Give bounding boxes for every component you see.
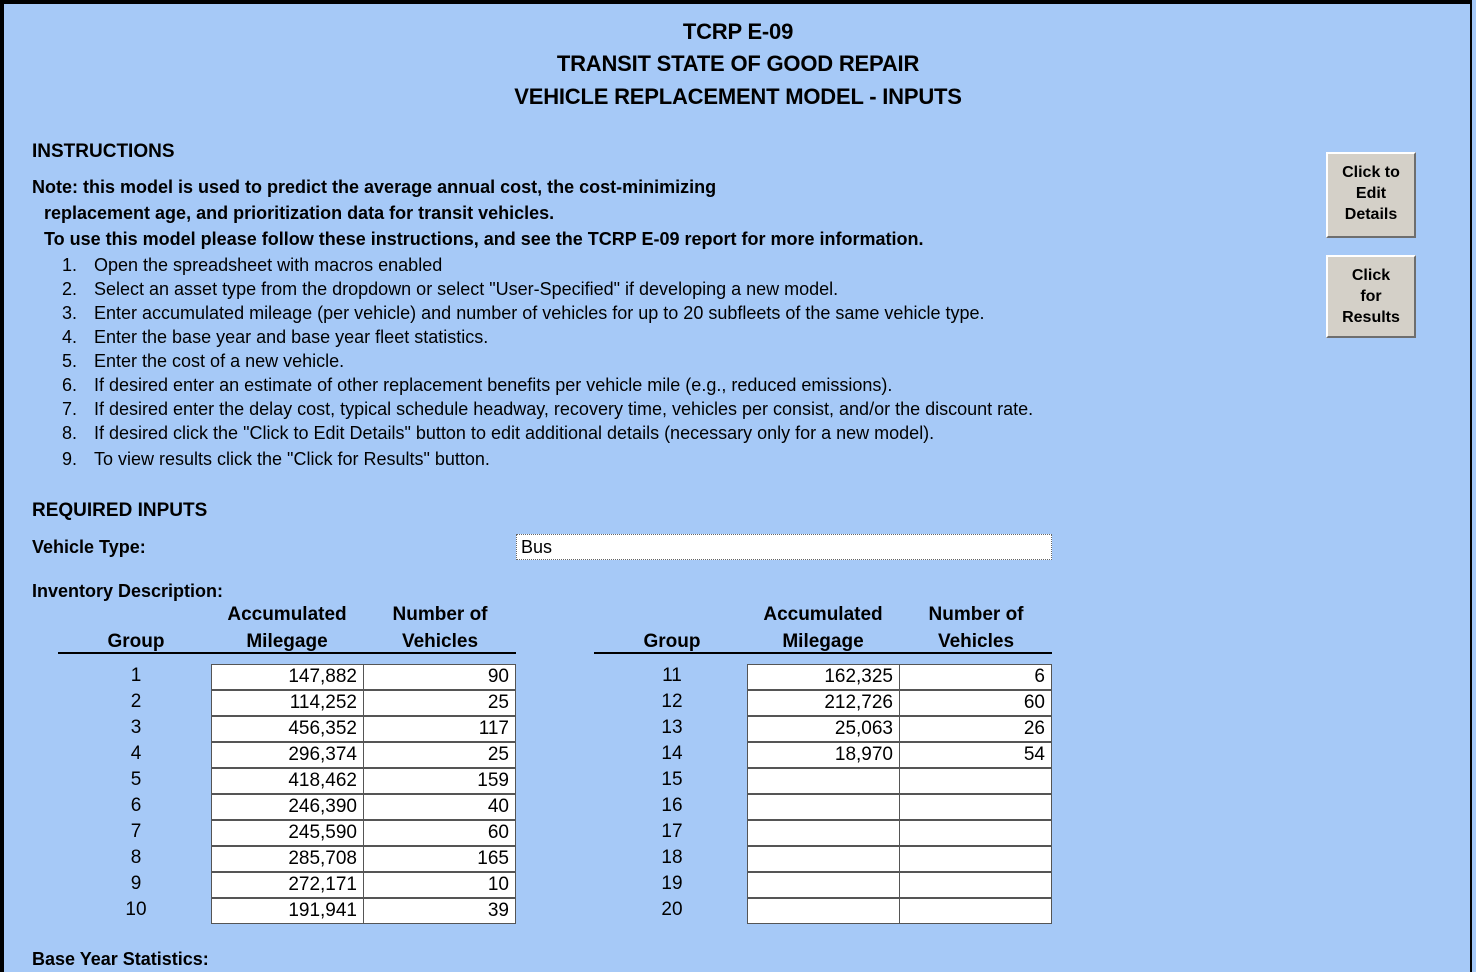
vehicles-cell[interactable] [899,846,1052,872]
mileage-cell[interactable]: 246,390 [211,794,364,820]
required-inputs-heading: REQUIRED INPUTS [32,500,208,521]
group-number: 19 [661,873,683,894]
instruction-step [62,375,892,396]
group-number: 6 [130,795,142,816]
mileage-cell[interactable]: 245,590 [211,820,364,846]
mileage-cell[interactable]: 191,941 [211,898,364,924]
vehicles-cell[interactable]: 165 [363,846,516,872]
group-number: 5 [130,769,142,790]
vehicles-cell[interactable]: 117 [363,716,516,742]
results-label-3: Results [1342,309,1400,326]
mileage-cell[interactable]: 418,462 [211,768,364,794]
group-number: 13 [661,717,683,738]
mileage-cell[interactable]: 114,252 [211,690,364,716]
vehicles-cell[interactable]: 60 [363,820,516,846]
col-mileage-right-1: Accumulated [763,604,883,625]
title-line-2: TRANSIT STATE OF GOOD REPAIR [556,51,920,76]
instruction-step [62,255,442,276]
vehicle-type-select[interactable] [516,534,1052,560]
group-number: 10 [125,899,147,920]
inventory-heading: Inventory Description: [32,581,224,601]
mileage-cell[interactable] [747,898,900,924]
vehicles-cell[interactable]: 54 [899,742,1052,768]
group-number: 20 [661,899,683,920]
step-number: 6. [62,375,78,395]
vehicles-cell[interactable]: 39 [363,898,516,924]
title-line-3: VEHICLE REPLACEMENT MODEL - INPUTS [514,84,962,109]
vehicles-cell[interactable]: 25 [363,742,516,768]
mileage-cell[interactable]: 147,882 [211,664,364,690]
step-text: If desired enter the delay cost, typical schedule headway, recovery time, vehicles per consist, and/or the discount rate. [94,399,1034,419]
vehicles-cell[interactable] [899,794,1052,820]
note-line-3: To use this model please follow these instructions, and see the TCRP E-09 report for more information. [44,229,924,249]
vehicles-cell[interactable]: 26 [899,716,1052,742]
vehicles-cell[interactable]: 159 [363,768,516,794]
group-number: 1 [130,665,142,686]
group-number: 9 [130,873,142,894]
col-vehicles-right-1: Number of [928,604,1024,625]
results-label-2: for [1360,288,1382,305]
edit-details-label-3: Details [1344,206,1398,223]
step-number: 3. [62,303,78,323]
group-number: 3 [130,717,142,738]
col-mileage-left-2: Milegage [246,631,328,652]
step-number: 4. [62,327,78,347]
group-number: 15 [661,769,683,790]
header-rule-right [594,652,1052,654]
step-text: If desired click the "Click to Edit Details" button to edit additional details (necessary only for a new model). [94,423,935,443]
group-number: 17 [661,821,683,842]
step-number: 9. [62,449,78,469]
mileage-cell[interactable] [747,872,900,898]
group-number: 4 [130,743,142,764]
vehicles-cell[interactable]: 6 [899,664,1052,690]
note-line-1: Note: this model is used to predict the average annual cost, the cost-minimizing [32,177,717,197]
mileage-cell[interactable] [747,820,900,846]
group-number: 14 [661,743,683,764]
vehicles-cell[interactable]: 40 [363,794,516,820]
step-number: 5. [62,351,78,371]
col-mileage-right-2: Milegage [782,631,864,652]
instruction-step [62,399,1033,420]
instruction-step [62,423,934,444]
group-number: 16 [661,795,683,816]
mileage-cell[interactable] [747,794,900,820]
results-label-1: Click [1351,267,1391,284]
instruction-step [62,449,490,470]
vehicle-type-label: Vehicle Type: [32,537,146,557]
mileage-cell[interactable]: 456,352 [211,716,364,742]
vehicle-type-value: Bus [521,537,553,557]
group-number: 2 [130,691,142,712]
mileage-cell[interactable]: 296,374 [211,742,364,768]
step-text: Enter accumulated mileage (per vehicle) and number of vehicles for up to 20 subfleets of the same vehicle type. [94,303,985,323]
edit-details-button[interactable] [1326,152,1416,238]
note-line-2: replacement age, and prioritization data for transit vehicles. [44,203,555,223]
step-number: 8. [62,423,78,443]
step-text: Open the spreadsheet with macros enabled [94,255,443,275]
step-text: Enter the cost of a new vehicle. [94,351,345,371]
mileage-cell[interactable] [747,768,900,794]
vehicles-cell[interactable]: 60 [899,690,1052,716]
step-number: 7. [62,399,78,419]
vehicles-cell[interactable] [899,768,1052,794]
mileage-cell[interactable]: 162,325 [747,664,900,690]
edit-details-label-1: Click to [1342,164,1400,181]
mileage-cell[interactable]: 285,708 [211,846,364,872]
mileage-cell[interactable] [747,846,900,872]
vehicles-cell[interactable] [899,898,1052,924]
group-number: 7 [130,821,142,842]
col-group-left: Group [107,631,165,652]
col-mileage-left-1: Accumulated [227,604,347,625]
col-vehicles-left-2: Vehicles [401,631,479,652]
mileage-cell[interactable]: 18,970 [747,742,900,768]
col-group-right: Group [643,631,701,652]
mileage-cell[interactable]: 212,726 [747,690,900,716]
step-number: 2. [62,279,78,299]
step-text: If desired enter an estimate of other replacement benefits per vehicle mile (e.g., reduced emissions). [94,375,893,395]
step-text: To view results click the "Click for Results" button. [94,449,490,469]
vehicles-cell[interactable] [899,820,1052,846]
instruction-step [62,327,488,348]
edit-details-label-2: Edit [1355,185,1387,202]
step-text: Select an asset type from the dropdown or select "User-Specified" if developing a new model. [94,279,839,299]
mileage-cell[interactable]: 25,063 [747,716,900,742]
mileage-cell[interactable]: 272,171 [211,872,364,898]
vehicles-cell[interactable]: 25 [363,690,516,716]
group-number: 8 [130,847,142,868]
base-year-heading: Base Year Statistics: [32,949,209,969]
instructions-heading: INSTRUCTIONS [32,141,175,162]
results-button[interactable] [1326,255,1416,338]
vehicles-cell[interactable]: 90 [363,664,516,690]
col-vehicles-left-1: Number of [392,604,488,625]
step-number: 1. [62,255,78,275]
header-rule-left [58,652,516,654]
instruction-step [62,303,984,324]
instruction-step [62,279,838,300]
group-number: 11 [662,665,682,686]
group-number: 12 [661,691,683,712]
vehicles-cell[interactable] [899,872,1052,898]
group-number: 18 [661,847,683,868]
step-text: Enter the base year and base year fleet statistics. [94,327,489,347]
title-line-1: TCRP E-09 [682,19,794,44]
col-vehicles-right-2: Vehicles [937,631,1015,652]
vehicles-cell[interactable]: 10 [363,872,516,898]
instruction-step [62,351,344,372]
